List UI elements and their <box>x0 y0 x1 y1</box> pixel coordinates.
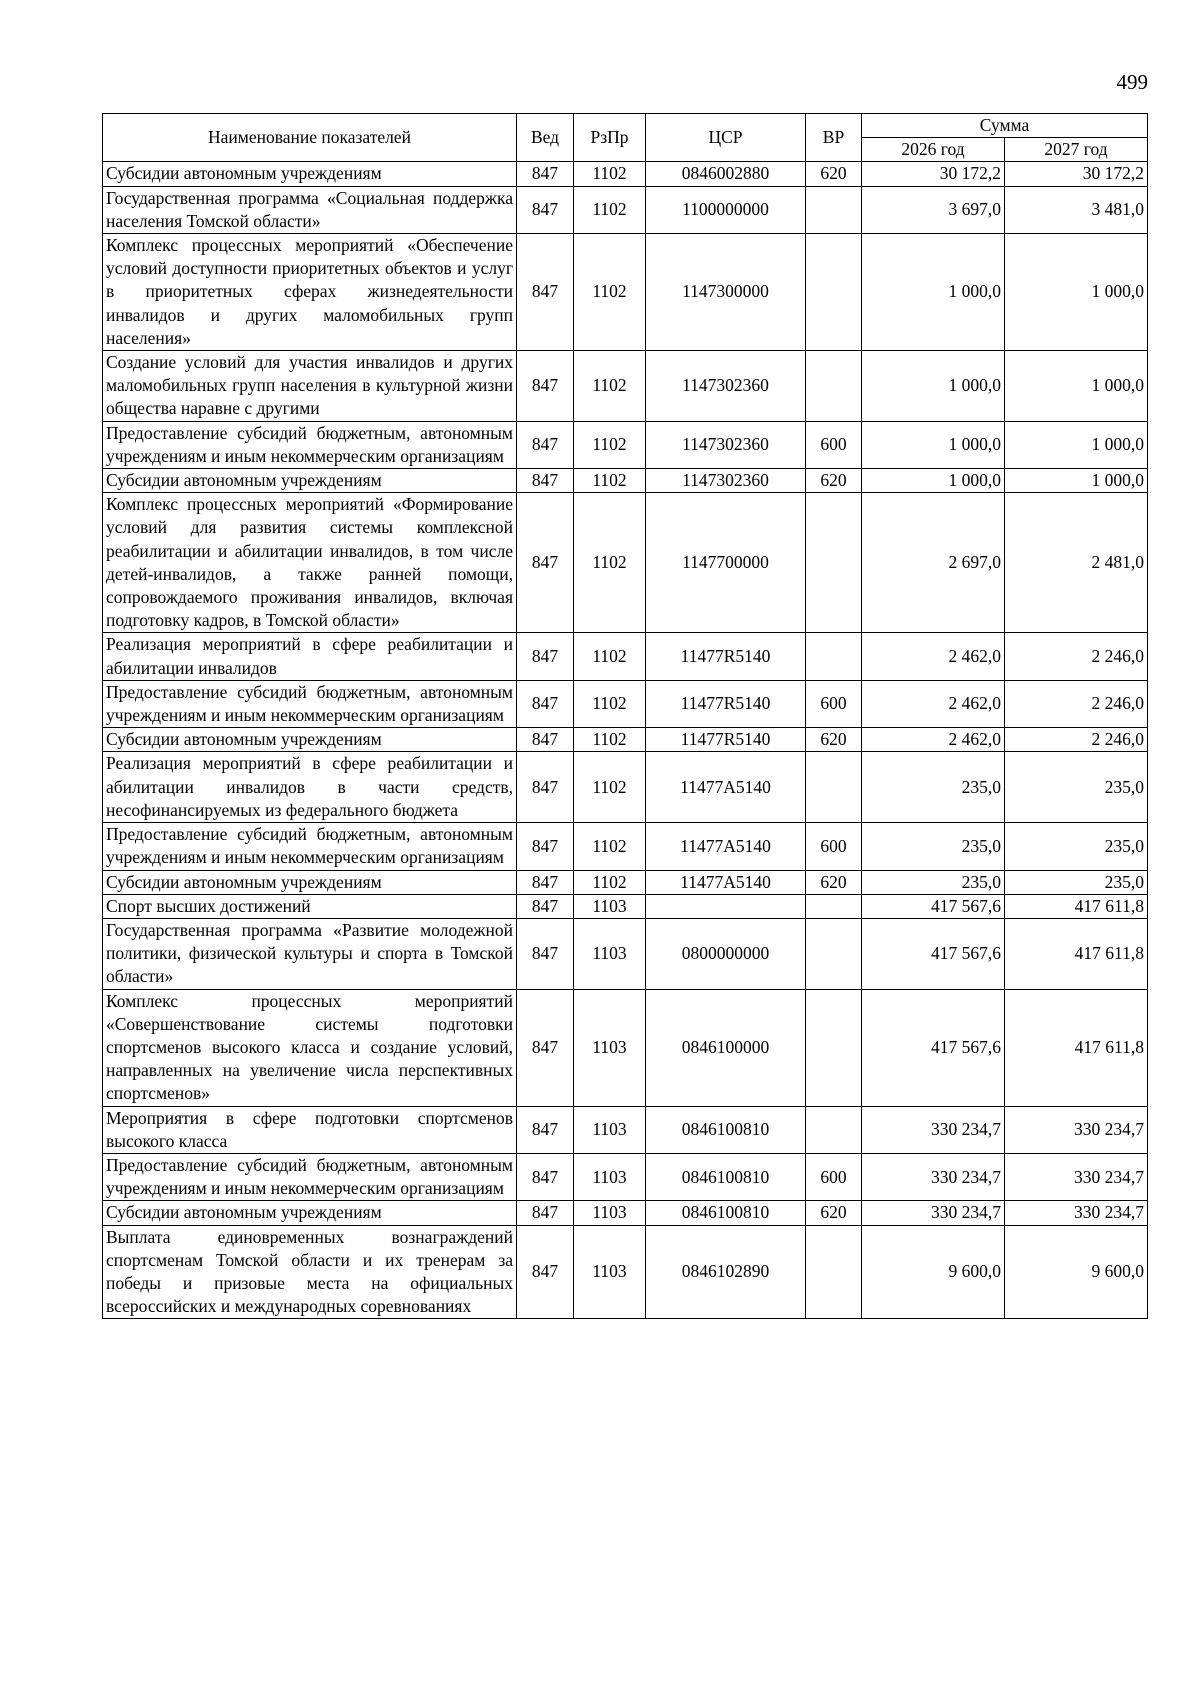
cell-rzpr: 1102 <box>574 728 646 752</box>
cell-name: Выплата единовременных вознаграждений спортсменам Томской области и их тренерам за победы и призовые места на официальных всероссийских и международных соревнованиях <box>103 1225 517 1319</box>
cell-name: Предоставление субсидий бюджетным, автономным учреждениям и иным некоммерческим организациям <box>103 823 517 870</box>
cell-csr: 1147302360 <box>646 351 806 422</box>
cell-sum-2027: 330 234,7 <box>1005 1201 1148 1225</box>
table-row <box>103 894 1148 918</box>
cell-ved: 847 <box>517 680 574 727</box>
table-row <box>103 633 1148 680</box>
cell-name: Комплекс процессных мероприятий «Формирование условий для развития системы комплексной реабилитации и абилитации инвалидов, в том числе детей-инвалидов, а также ранней помощи, сопровождаемого проживания инвалидов, включая подготовку кадров, в Томской области» <box>103 493 517 633</box>
cell-csr: 11477R5140 <box>646 633 806 680</box>
cell-vr: 600 <box>806 421 862 468</box>
cell-sum-2027: 2 246,0 <box>1005 728 1148 752</box>
table-row <box>103 752 1148 823</box>
budget-table <box>102 113 1148 1319</box>
cell-sum-2027: 417 611,8 <box>1005 918 1148 989</box>
cell-csr: 1147700000 <box>646 493 806 633</box>
cell-ved: 847 <box>517 918 574 989</box>
table-row <box>103 1225 1148 1319</box>
cell-sum-2026: 9 600,0 <box>862 1225 1005 1319</box>
cell-vr: 620 <box>806 469 862 493</box>
header-name: Наименование показателей <box>103 114 517 162</box>
cell-name: Государственная программа «Развитие молодежной политики, физической культуры и спорта в Томской области» <box>103 918 517 989</box>
cell-ved: 847 <box>517 1106 574 1153</box>
cell-vr <box>806 351 862 422</box>
table-row <box>103 1201 1148 1225</box>
cell-name: Субсидии автономным учреждениям <box>103 870 517 894</box>
cell-vr: 600 <box>806 823 862 870</box>
table-row <box>103 234 1148 351</box>
table-body <box>103 162 1148 1319</box>
cell-csr: 11477R5140 <box>646 728 806 752</box>
cell-rzpr: 1103 <box>574 1225 646 1319</box>
cell-rzpr: 1102 <box>574 752 646 823</box>
cell-sum-2026: 417 567,6 <box>862 989 1005 1106</box>
cell-rzpr: 1102 <box>574 469 646 493</box>
cell-name: Субсидии автономным учреждениям <box>103 469 517 493</box>
cell-rzpr: 1103 <box>574 918 646 989</box>
cell-name: Субсидии автономным учреждениям <box>103 728 517 752</box>
cell-rzpr: 1102 <box>574 234 646 351</box>
cell-sum-2026: 235,0 <box>862 870 1005 894</box>
header-csr: ЦСР <box>646 114 806 162</box>
cell-sum-2027: 3 481,0 <box>1005 186 1148 233</box>
cell-vr <box>806 918 862 989</box>
cell-rzpr: 1103 <box>574 989 646 1106</box>
cell-sum-2027: 30 172,2 <box>1005 162 1148 186</box>
cell-name: Субсидии автономным учреждениям <box>103 162 517 186</box>
table-row <box>103 351 1148 422</box>
cell-ved: 847 <box>517 633 574 680</box>
cell-csr: 0846100000 <box>646 989 806 1106</box>
cell-sum-2027: 1 000,0 <box>1005 351 1148 422</box>
cell-vr <box>806 186 862 233</box>
cell-sum-2026: 2 697,0 <box>862 493 1005 633</box>
cell-ved: 847 <box>517 351 574 422</box>
cell-sum-2026: 30 172,2 <box>862 162 1005 186</box>
cell-name: Создание условий для участия инвалидов и других маломобильных групп населения в культурной жизни общества наравне с другими <box>103 351 517 422</box>
cell-csr: 11477R5140 <box>646 680 806 727</box>
cell-name: Предоставление субсидий бюджетным, автономным учреждениям и иным некоммерческим организациям <box>103 421 517 468</box>
cell-sum-2026: 235,0 <box>862 823 1005 870</box>
cell-vr <box>806 234 862 351</box>
cell-rzpr: 1102 <box>574 633 646 680</box>
table-row <box>103 162 1148 186</box>
cell-vr <box>806 633 862 680</box>
cell-vr: 620 <box>806 162 862 186</box>
table-row <box>103 728 1148 752</box>
cell-sum-2027: 1 000,0 <box>1005 421 1148 468</box>
cell-rzpr: 1102 <box>574 680 646 727</box>
table-row <box>103 1153 1148 1200</box>
cell-sum-2026: 3 697,0 <box>862 186 1005 233</box>
cell-sum-2027: 2 481,0 <box>1005 493 1148 633</box>
cell-rzpr: 1102 <box>574 823 646 870</box>
cell-csr: 11477A5140 <box>646 752 806 823</box>
cell-name: Субсидии автономным учреждениям <box>103 1201 517 1225</box>
cell-rzpr: 1103 <box>574 1201 646 1225</box>
cell-sum-2026: 330 234,7 <box>862 1106 1005 1153</box>
cell-rzpr: 1102 <box>574 162 646 186</box>
cell-name: Комплекс процессных мероприятий «Совершенствование системы подготовки спортсменов высокого класса и создание условий, направленных на увеличение числа перспективных спортсменов» <box>103 989 517 1106</box>
cell-vr: 600 <box>806 1153 862 1200</box>
table-row <box>103 493 1148 633</box>
table-row <box>103 680 1148 727</box>
cell-sum-2026: 1 000,0 <box>862 421 1005 468</box>
cell-name: Предоставление субсидий бюджетным, автономным учреждениям и иным некоммерческим организациям <box>103 1153 517 1200</box>
cell-sum-2026: 2 462,0 <box>862 680 1005 727</box>
cell-sum-2026: 417 567,6 <box>862 894 1005 918</box>
cell-csr: 1147302360 <box>646 469 806 493</box>
header-vr: ВР <box>806 114 862 162</box>
cell-ved: 847 <box>517 894 574 918</box>
cell-vr <box>806 493 862 633</box>
cell-name: Государственная программа «Социальная поддержка населения Томской области» <box>103 186 517 233</box>
cell-name: Спорт высших достижений <box>103 894 517 918</box>
table-row <box>103 1106 1148 1153</box>
header-ved: Вед <box>517 114 574 162</box>
cell-rzpr: 1102 <box>574 870 646 894</box>
table-row <box>103 918 1148 989</box>
cell-sum-2026: 1 000,0 <box>862 351 1005 422</box>
table-row <box>103 186 1148 233</box>
table-row <box>103 870 1148 894</box>
cell-name: Комплекс процессных мероприятий «Обеспечение условий доступности приоритетных объектов и услуг в приоритетных сферах жизнедеятельности инвалидов и других маломобильных групп населения» <box>103 234 517 351</box>
cell-csr: 0846102890 <box>646 1225 806 1319</box>
cell-vr: 600 <box>806 680 862 727</box>
cell-rzpr: 1102 <box>574 493 646 633</box>
cell-sum-2027: 330 234,7 <box>1005 1153 1148 1200</box>
cell-vr <box>806 989 862 1106</box>
cell-sum-2026: 235,0 <box>862 752 1005 823</box>
cell-csr: 0846100810 <box>646 1106 806 1153</box>
cell-sum-2027: 235,0 <box>1005 823 1148 870</box>
cell-csr <box>646 894 806 918</box>
cell-csr: 1100000000 <box>646 186 806 233</box>
header-sum: Сумма <box>862 114 1148 138</box>
table-row <box>103 469 1148 493</box>
cell-name: Мероприятия в сфере подготовки спортсменов высокого класса <box>103 1106 517 1153</box>
cell-ved: 847 <box>517 421 574 468</box>
table-header <box>103 114 1148 162</box>
cell-rzpr: 1102 <box>574 421 646 468</box>
cell-ved: 847 <box>517 1153 574 1200</box>
cell-ved: 847 <box>517 728 574 752</box>
cell-csr: 1147300000 <box>646 234 806 351</box>
cell-ved: 847 <box>517 186 574 233</box>
cell-name: Реализация мероприятий в сфере реабилитации и абилитации инвалидов в части средств, несофинансируемых из федерального бюджета <box>103 752 517 823</box>
cell-sum-2027: 1 000,0 <box>1005 234 1148 351</box>
cell-ved: 847 <box>517 1225 574 1319</box>
cell-csr: 0846002880 <box>646 162 806 186</box>
cell-rzpr: 1103 <box>574 894 646 918</box>
table-row <box>103 989 1148 1106</box>
cell-ved: 847 <box>517 469 574 493</box>
cell-csr: 1147302360 <box>646 421 806 468</box>
cell-csr: 11477A5140 <box>646 823 806 870</box>
cell-sum-2026: 417 567,6 <box>862 918 1005 989</box>
header-rzpr: РзПр <box>574 114 646 162</box>
table-row <box>103 421 1148 468</box>
cell-sum-2026: 330 234,7 <box>862 1153 1005 1200</box>
cell-vr <box>806 1225 862 1319</box>
cell-vr: 620 <box>806 1201 862 1225</box>
cell-vr: 620 <box>806 870 862 894</box>
cell-sum-2026: 1 000,0 <box>862 469 1005 493</box>
cell-rzpr: 1103 <box>574 1106 646 1153</box>
cell-sum-2026: 2 462,0 <box>862 633 1005 680</box>
cell-ved: 847 <box>517 870 574 894</box>
cell-csr: 11477A5140 <box>646 870 806 894</box>
cell-csr: 0800000000 <box>646 918 806 989</box>
cell-sum-2027: 9 600,0 <box>1005 1225 1148 1319</box>
cell-sum-2027: 417 611,8 <box>1005 894 1148 918</box>
cell-sum-2026: 2 462,0 <box>862 728 1005 752</box>
cell-rzpr: 1102 <box>574 186 646 233</box>
cell-ved: 847 <box>517 234 574 351</box>
cell-sum-2027: 2 246,0 <box>1005 680 1148 727</box>
cell-rzpr: 1103 <box>574 1153 646 1200</box>
cell-ved: 847 <box>517 1201 574 1225</box>
cell-sum-2027: 417 611,8 <box>1005 989 1148 1106</box>
cell-sum-2027: 235,0 <box>1005 870 1148 894</box>
cell-ved: 847 <box>517 493 574 633</box>
cell-sum-2027: 330 234,7 <box>1005 1106 1148 1153</box>
header-year-2027: 2027 год <box>1005 138 1148 162</box>
cell-csr: 0846100810 <box>646 1153 806 1200</box>
cell-sum-2026: 330 234,7 <box>862 1201 1005 1225</box>
cell-ved: 847 <box>517 752 574 823</box>
cell-ved: 847 <box>517 823 574 870</box>
cell-name: Предоставление субсидий бюджетным, автономным учреждениям и иным некоммерческим организациям <box>103 680 517 727</box>
cell-sum-2027: 1 000,0 <box>1005 469 1148 493</box>
header-year-2026: 2026 год <box>862 138 1005 162</box>
cell-ved: 847 <box>517 162 574 186</box>
page-number: 499 <box>1116 70 1148 94</box>
cell-ved: 847 <box>517 989 574 1106</box>
cell-name: Реализация мероприятий в сфере реабилитации и абилитации инвалидов <box>103 633 517 680</box>
cell-rzpr: 1102 <box>574 351 646 422</box>
cell-vr <box>806 894 862 918</box>
cell-vr <box>806 752 862 823</box>
cell-sum-2026: 1 000,0 <box>862 234 1005 351</box>
cell-vr: 620 <box>806 728 862 752</box>
cell-vr <box>806 1106 862 1153</box>
cell-sum-2027: 235,0 <box>1005 752 1148 823</box>
cell-csr: 0846100810 <box>646 1201 806 1225</box>
cell-sum-2027: 2 246,0 <box>1005 633 1148 680</box>
table-row <box>103 823 1148 870</box>
